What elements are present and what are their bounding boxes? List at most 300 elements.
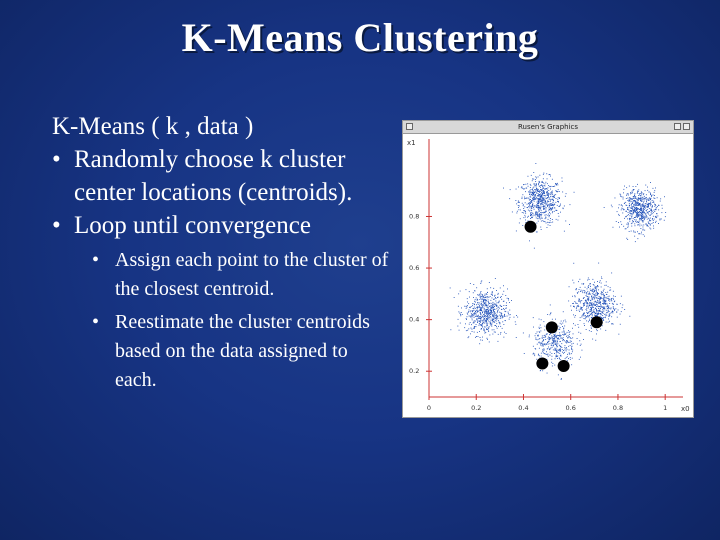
data-point — [559, 198, 560, 199]
data-point — [510, 317, 511, 318]
data-point — [479, 299, 480, 300]
data-point — [499, 322, 500, 323]
data-point — [535, 338, 536, 339]
data-point — [628, 195, 629, 196]
data-point — [503, 324, 504, 325]
data-point — [644, 216, 645, 217]
data-point — [635, 203, 636, 204]
data-point — [561, 379, 562, 380]
data-point — [501, 306, 502, 307]
data-point — [636, 202, 637, 203]
data-point — [551, 343, 552, 344]
data-point — [654, 190, 655, 191]
data-point — [552, 366, 553, 367]
data-point — [589, 292, 590, 293]
data-point — [507, 316, 508, 317]
data-point — [569, 286, 570, 287]
data-point — [503, 308, 504, 309]
data-point — [468, 303, 469, 304]
data-point — [541, 195, 542, 196]
data-point — [587, 302, 588, 303]
data-point — [541, 197, 542, 198]
data-point — [492, 306, 493, 307]
data-point — [633, 218, 634, 219]
data-point — [493, 320, 494, 321]
data-point — [481, 304, 482, 305]
data-point — [480, 309, 481, 310]
data-point — [534, 184, 535, 185]
data-point — [656, 217, 657, 218]
data-point — [593, 305, 594, 306]
data-point — [547, 373, 548, 374]
data-point — [496, 308, 497, 309]
data-point — [467, 314, 468, 315]
data-point — [536, 197, 537, 198]
data-point — [562, 332, 563, 333]
data-point — [597, 286, 598, 287]
data-point — [641, 213, 642, 214]
data-point — [574, 295, 575, 296]
data-point — [610, 287, 611, 288]
data-point — [544, 191, 545, 192]
data-point — [637, 221, 638, 222]
data-point — [577, 292, 578, 293]
data-point — [477, 299, 478, 300]
data-point — [578, 324, 579, 325]
data-point — [496, 305, 497, 306]
data-point — [595, 293, 596, 294]
data-point — [488, 309, 489, 310]
data-point — [592, 305, 593, 306]
data-point — [601, 314, 602, 315]
data-point — [479, 321, 480, 322]
data-point — [489, 335, 490, 336]
data-point — [651, 196, 652, 197]
data-point — [486, 318, 487, 319]
data-point — [534, 355, 535, 356]
data-point — [601, 291, 602, 292]
data-point — [641, 191, 642, 192]
data-point — [601, 278, 602, 279]
data-point — [522, 197, 523, 198]
data-point — [470, 311, 471, 312]
data-point — [613, 299, 614, 300]
data-point — [586, 320, 587, 321]
data-point — [535, 198, 536, 199]
data-point — [592, 299, 593, 300]
data-point — [550, 225, 551, 226]
data-point — [543, 340, 544, 341]
data-point — [537, 215, 538, 216]
data-point — [558, 220, 559, 221]
data-point — [636, 214, 637, 215]
data-point — [588, 294, 589, 295]
data-point — [605, 301, 606, 302]
data-point — [570, 331, 571, 332]
data-point — [541, 356, 542, 357]
data-point — [490, 300, 491, 301]
data-point — [517, 317, 518, 318]
data-point — [589, 279, 590, 280]
data-point — [565, 349, 566, 350]
data-point — [533, 191, 534, 192]
data-point — [613, 298, 614, 299]
data-point — [480, 337, 481, 338]
data-point — [534, 197, 535, 198]
data-point — [577, 303, 578, 304]
data-point — [543, 188, 544, 189]
data-point — [547, 349, 548, 350]
data-point — [630, 192, 631, 193]
data-point — [544, 195, 545, 196]
data-point — [498, 310, 499, 311]
data-point — [488, 302, 489, 303]
data-point — [541, 229, 542, 230]
data-point — [578, 306, 579, 307]
centroid-marker — [525, 221, 537, 233]
data-point — [641, 225, 642, 226]
data-point — [532, 200, 533, 201]
data-point — [620, 221, 621, 222]
data-point — [545, 186, 546, 187]
data-point — [529, 193, 530, 194]
data-point — [534, 195, 535, 196]
data-point — [547, 205, 548, 206]
data-point — [613, 306, 614, 307]
subbullet-1-text: Assign each point to the cluster of the closest centroid. — [115, 249, 389, 300]
data-point — [543, 200, 544, 201]
data-point — [588, 299, 589, 300]
data-point — [539, 175, 540, 176]
data-point — [604, 314, 605, 315]
data-point — [626, 187, 627, 188]
data-point — [490, 316, 491, 317]
data-point — [552, 337, 553, 338]
data-point — [489, 326, 490, 327]
data-point — [537, 212, 538, 213]
data-point — [588, 312, 589, 313]
data-point — [490, 312, 491, 313]
data-point — [531, 217, 532, 218]
data-point — [552, 343, 553, 344]
data-point — [532, 189, 533, 190]
data-point — [597, 281, 598, 282]
window-menu-button[interactable] — [406, 123, 413, 130]
data-point — [536, 339, 537, 340]
data-point — [622, 307, 623, 308]
data-point — [466, 306, 467, 307]
data-point — [649, 211, 650, 212]
data-point — [604, 303, 605, 304]
data-point — [548, 187, 549, 188]
data-point — [649, 220, 650, 221]
data-point — [576, 288, 577, 289]
data-point — [548, 219, 549, 220]
data-point — [644, 198, 645, 199]
data-point — [596, 306, 597, 307]
data-point — [650, 202, 651, 203]
data-point — [552, 356, 553, 357]
data-point — [484, 308, 485, 309]
data-point — [466, 318, 467, 319]
data-point — [578, 281, 579, 282]
data-point — [482, 294, 483, 295]
data-point — [493, 288, 494, 289]
data-point — [637, 213, 638, 214]
data-point — [641, 201, 642, 202]
data-point — [564, 332, 565, 333]
data-point — [496, 326, 497, 327]
data-point — [568, 330, 569, 331]
data-point — [477, 307, 478, 308]
data-point — [591, 308, 592, 309]
data-point — [540, 203, 541, 204]
data-point — [530, 190, 531, 191]
data-point — [603, 320, 604, 321]
data-point — [645, 190, 646, 191]
data-point — [598, 298, 599, 299]
data-point — [563, 328, 564, 329]
data-point — [489, 315, 490, 316]
data-point — [631, 231, 632, 232]
data-point — [608, 306, 609, 307]
data-point — [644, 207, 645, 208]
data-point — [536, 204, 537, 205]
data-point — [550, 201, 551, 202]
data-point — [526, 198, 527, 199]
data-point — [549, 216, 550, 217]
data-point — [487, 329, 488, 330]
data-point — [538, 221, 539, 222]
data-point — [570, 337, 571, 338]
data-point — [637, 191, 638, 192]
data-point — [573, 323, 574, 324]
data-point — [650, 210, 651, 211]
data-point — [494, 317, 495, 318]
data-point — [585, 300, 586, 301]
data-point — [557, 201, 558, 202]
data-point — [646, 201, 647, 202]
data-point — [584, 290, 585, 291]
data-point — [591, 317, 592, 318]
data-point — [637, 192, 638, 193]
data-point — [635, 217, 636, 218]
data-point — [496, 323, 497, 324]
data-point — [482, 337, 483, 338]
data-point — [644, 230, 645, 231]
data-point — [542, 336, 543, 337]
data-point — [476, 326, 477, 327]
data-point — [650, 193, 651, 194]
data-point — [600, 306, 601, 307]
data-point — [595, 315, 596, 316]
data-point — [503, 301, 504, 302]
data-point — [543, 221, 544, 222]
data-point — [479, 306, 480, 307]
data-point — [560, 351, 561, 352]
data-point — [539, 319, 540, 320]
data-point — [656, 208, 657, 209]
data-point — [579, 311, 580, 312]
data-point — [633, 190, 634, 191]
data-point — [492, 329, 493, 330]
data-point — [486, 296, 487, 297]
data-point — [652, 218, 653, 219]
data-point — [495, 325, 496, 326]
data-point — [561, 347, 562, 348]
data-point — [502, 321, 503, 322]
data-point — [650, 199, 651, 200]
data-point — [643, 225, 644, 226]
data-point — [548, 356, 549, 357]
data-point — [632, 198, 633, 199]
data-point — [480, 298, 481, 299]
data-point — [590, 325, 591, 326]
data-point — [601, 277, 602, 278]
data-point — [584, 316, 585, 317]
data-point — [490, 296, 491, 297]
data-point — [545, 182, 546, 183]
data-point — [634, 207, 635, 208]
data-point — [500, 332, 501, 333]
data-point — [530, 206, 531, 207]
data-point — [542, 181, 543, 182]
data-point — [509, 302, 510, 303]
data-point — [629, 231, 630, 232]
data-point — [653, 220, 654, 221]
data-point — [608, 298, 609, 299]
data-point — [529, 240, 530, 241]
data-point — [468, 337, 469, 338]
data-point — [625, 202, 626, 203]
data-point — [469, 291, 470, 292]
data-point — [520, 218, 521, 219]
data-point — [589, 312, 590, 313]
data-point — [476, 316, 477, 317]
data-point — [529, 211, 530, 212]
data-point — [586, 309, 587, 310]
data-point — [548, 341, 549, 342]
data-point — [652, 202, 653, 203]
data-point — [532, 206, 533, 207]
data-point — [542, 350, 543, 351]
data-point — [501, 309, 502, 310]
data-point — [612, 323, 613, 324]
data-point — [653, 222, 654, 223]
data-point — [593, 289, 594, 290]
data-point — [595, 296, 596, 297]
data-point — [533, 197, 534, 198]
data-point — [559, 345, 560, 346]
data-point — [524, 197, 525, 198]
data-point — [643, 194, 644, 195]
data-point — [627, 200, 628, 201]
data-point — [487, 288, 488, 289]
data-point — [571, 341, 572, 342]
data-point — [613, 227, 614, 228]
data-point — [549, 204, 550, 205]
data-point — [530, 203, 531, 204]
data-point — [483, 296, 484, 297]
data-point — [536, 178, 537, 179]
data-point — [545, 221, 546, 222]
data-point — [479, 343, 480, 344]
data-point — [588, 321, 589, 322]
data-point — [559, 358, 560, 359]
data-point — [580, 307, 581, 308]
data-point — [639, 218, 640, 219]
maximize-button[interactable] — [683, 123, 690, 130]
data-point — [582, 292, 583, 293]
data-point — [558, 201, 559, 202]
data-point — [522, 198, 523, 199]
data-point — [528, 210, 529, 211]
x-tick-label: 0.2 — [471, 404, 482, 412]
data-point — [581, 344, 582, 345]
data-point — [535, 215, 536, 216]
data-point — [605, 300, 606, 301]
data-point — [637, 231, 638, 232]
data-point — [631, 223, 632, 224]
data-point — [530, 202, 531, 203]
data-point — [486, 307, 487, 308]
minimize-button[interactable] — [674, 123, 681, 130]
data-point — [466, 330, 467, 331]
data-point — [481, 310, 482, 311]
data-point — [538, 339, 539, 340]
data-point — [533, 327, 534, 328]
data-point — [511, 300, 512, 301]
data-point — [492, 295, 493, 296]
data-point — [611, 273, 612, 274]
data-point — [538, 203, 539, 204]
data-point — [634, 217, 635, 218]
data-point — [471, 306, 472, 307]
data-point — [609, 290, 610, 291]
data-point — [545, 218, 546, 219]
data-point — [640, 219, 641, 220]
data-point — [612, 311, 613, 312]
data-point — [489, 303, 490, 304]
data-point — [635, 197, 636, 198]
data-point — [480, 312, 481, 313]
data-point — [587, 313, 588, 314]
data-point — [540, 209, 541, 210]
data-point — [528, 176, 529, 177]
data-point — [613, 304, 614, 305]
x-tick-label: 1 — [663, 404, 668, 412]
data-point — [645, 206, 646, 207]
data-point — [481, 324, 482, 325]
data-point — [533, 203, 534, 204]
data-point — [643, 227, 644, 228]
data-point — [478, 317, 479, 318]
data-point — [501, 299, 502, 300]
data-point — [547, 354, 548, 355]
data-point — [631, 204, 632, 205]
data-point — [612, 312, 613, 313]
data-point — [646, 197, 647, 198]
data-point — [597, 292, 598, 293]
data-point — [635, 205, 636, 206]
data-point — [626, 198, 627, 199]
data-point — [568, 346, 569, 347]
data-point — [486, 302, 487, 303]
data-point — [548, 338, 549, 339]
data-point — [587, 303, 588, 304]
data-point — [571, 338, 572, 339]
data-point — [567, 356, 568, 357]
